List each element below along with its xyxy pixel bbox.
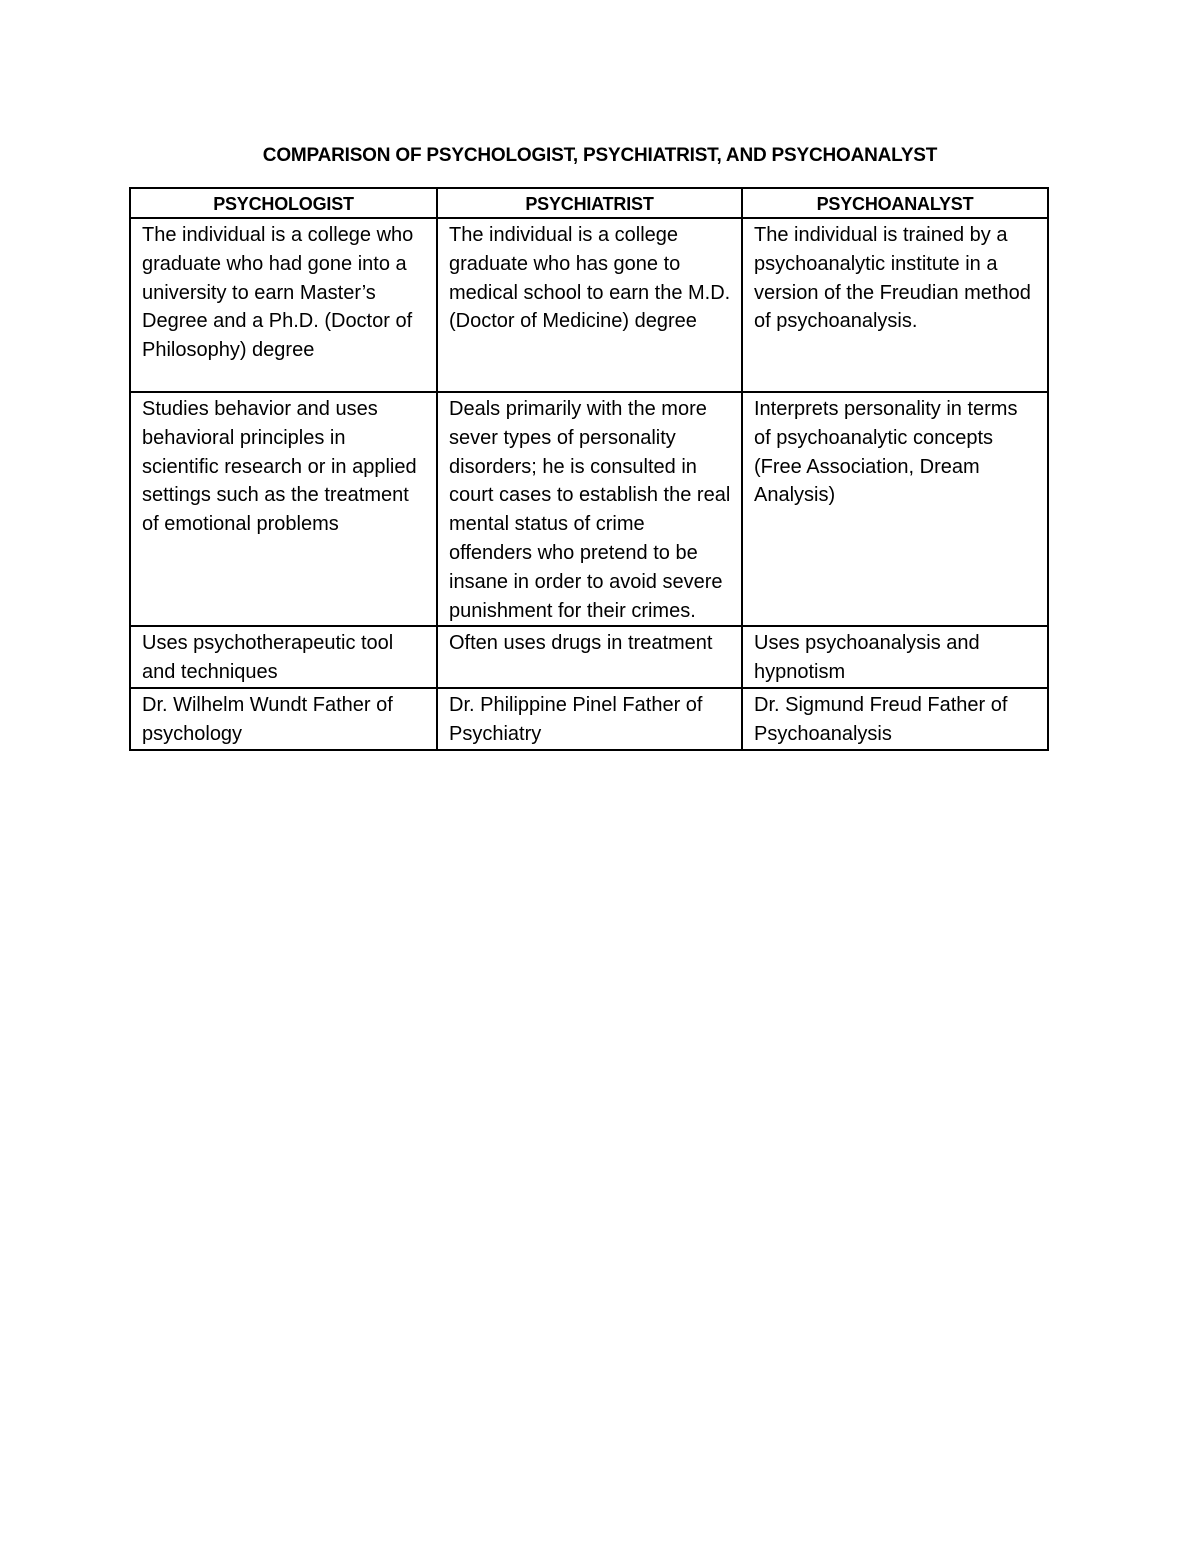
table-row bbox=[130, 688, 1048, 750]
table-cell: Uses psychoanalysis and hypnotism bbox=[742, 626, 1048, 688]
table-row bbox=[130, 218, 1048, 392]
table-row bbox=[130, 392, 1048, 626]
table-header-row bbox=[130, 188, 1048, 218]
comparison-table bbox=[129, 187, 1049, 751]
table-cell: Dr. Sigmund Freud Father of Psychoanalysis bbox=[742, 688, 1048, 750]
table-cell: The individual is a college graduate who has gone to medical school to earn the M.D. (Doctor of Medicine) degree bbox=[437, 218, 742, 392]
header-psychoanalyst: PSYCHOANALYST bbox=[742, 188, 1048, 218]
table-cell: Dr. Wilhelm Wundt Father of psychology bbox=[130, 688, 437, 750]
header-psychiatrist: PSYCHIATRIST bbox=[437, 188, 742, 218]
table-cell: The individual is trained by a psychoanalytic institute in a version of the Freudian method of psychoanalysis. bbox=[742, 218, 1048, 392]
table-cell: Often uses drugs in treatment bbox=[437, 626, 742, 688]
table-cell: Studies behavior and uses behavioral principles in scientific research or in applied settings such as the treatment of emotional problems bbox=[130, 392, 437, 626]
header-psychologist: PSYCHOLOGIST bbox=[130, 188, 437, 218]
document-title: COMPARISON OF PSYCHOLOGIST, PSYCHIATRIST, AND PSYCHOANALYST bbox=[262, 145, 938, 166]
table-cell: The individual is a college who graduate who had gone into a university to earn Master’s Degree and a Ph.D. (Doctor of Philosophy) degree bbox=[130, 218, 437, 392]
table-row bbox=[130, 626, 1048, 688]
table-cell: Deals primarily with the more sever types of personality disorders; he is consulted in court cases to establish the real mental status of crime offenders who pretend to be insane in order to avoid severe punishment for their crimes. bbox=[437, 392, 742, 626]
table-cell: Dr. Philippine Pinel Father of Psychiatry bbox=[437, 688, 742, 750]
table-cell: Interprets personality in terms of psychoanalytic concepts (Free Association, Dream Analysis) bbox=[742, 392, 1048, 626]
table-cell: Uses psychotherapeutic tool and techniques bbox=[130, 626, 437, 688]
